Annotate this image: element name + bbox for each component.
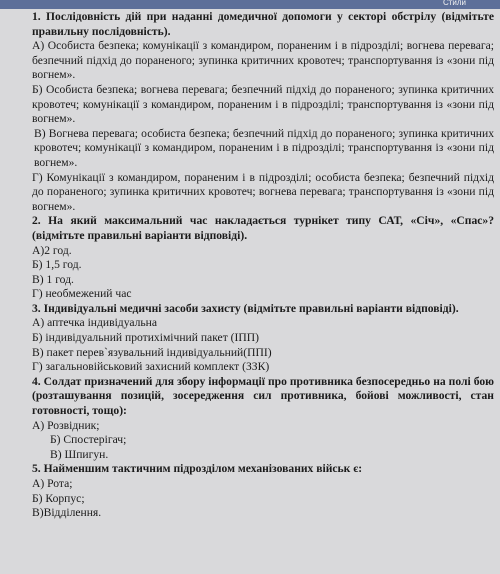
question-1-answer-b: Б) Особиста безпека; вогнева перевага; безпечний підхід до пораненого; зупинка критичних кровотеч; комунікації з командиром, пораненим і в підрозділі; транспортування із «зони під вогнем».: [32, 82, 494, 126]
question-4-answer-c: В) Шпигун.: [50, 447, 109, 461]
question-2-answer-b: Б) 1,5 год.: [32, 258, 82, 272]
question-1-answer-a: А) Особиста безпека; комунікації з командиром, пораненим і в підрозділі; вогнева перевага; безпечний підхід до пораненого; зупинка критичних кровотеч; транспортування із «зони під вогнем».: [32, 39, 494, 82]
question-3-title: 3. Індивідуальні медичні засоби захисту (відмітьте правильні варіанти відповіді).: [32, 301, 459, 315]
question-2-answer-d: Г) необмежений час: [32, 287, 132, 301]
question-4-answer-b: Б) Спостерігач;: [50, 433, 127, 447]
question-2-answer-c: В) 1 год.: [32, 272, 74, 286]
question-2-answer-a: А)2 год.: [32, 243, 72, 257]
question-2-title: 2. На який максимальний час накладається турнікет типу САТ, «Січ», «Спас»? (відмітьте правильні варіанти відповіді).: [32, 214, 494, 242]
question-5-answer-b: Б) Корпус;: [32, 491, 85, 505]
question-5-title: 5. Найменшим тактичним підрозділом механізованих військ є:: [32, 462, 363, 476]
question-4-title: 4. Солдат призначений для збору інформації про противника безпосередньо на полі бою (розташування позицій, зосередження сил противника, бойові можливості, стан готовності, тощо):: [32, 374, 494, 418]
question-3-answer-b: Б) індивідуальний протихімічний пакет (ІПП): [32, 331, 259, 345]
styles-button[interactable]: Стили: [442, 0, 466, 7]
question-1-answer-c: В) Вогнева перевага; особиста безпека; безпечний підхід до пораненого; зупинка критичних кровотеч; комунікації з командиром, пораненим і в підрозділі; транспортування із «зони під вогнем».: [34, 126, 494, 169]
question-3-answer-d: Г) загальновійськовий захисний комплект (ЗЗК): [32, 360, 270, 374]
question-3-answer-c: В) пакет перев`язувальний індивідуальний(ППІ): [32, 345, 272, 359]
question-1-title: 1. Послідовність дій при наданні домедичної допомоги у секторі обстрілу (відмітьте правильну послідовність).: [32, 10, 494, 38]
question-4-answer-a: А) Розвідник;: [32, 418, 100, 432]
question-5-answer-c: В)Відділення.: [32, 506, 102, 520]
question-3-answer-a: А) аптечка індивідуальна: [32, 316, 158, 330]
question-5-answer-a: А) Рота;: [32, 477, 73, 490]
document-page: [32, 10, 494, 521]
question-1-answer-d: Г) Комунікації з командиром, пораненим і в підрозділі; особиста безпека; безпечний підхід до пораненого; зупинка критичних кровотеч; вогнева перевага; транспортування із «зони під вогнем».: [32, 170, 494, 213]
word-ribbon-strip: [0, 0, 500, 9]
